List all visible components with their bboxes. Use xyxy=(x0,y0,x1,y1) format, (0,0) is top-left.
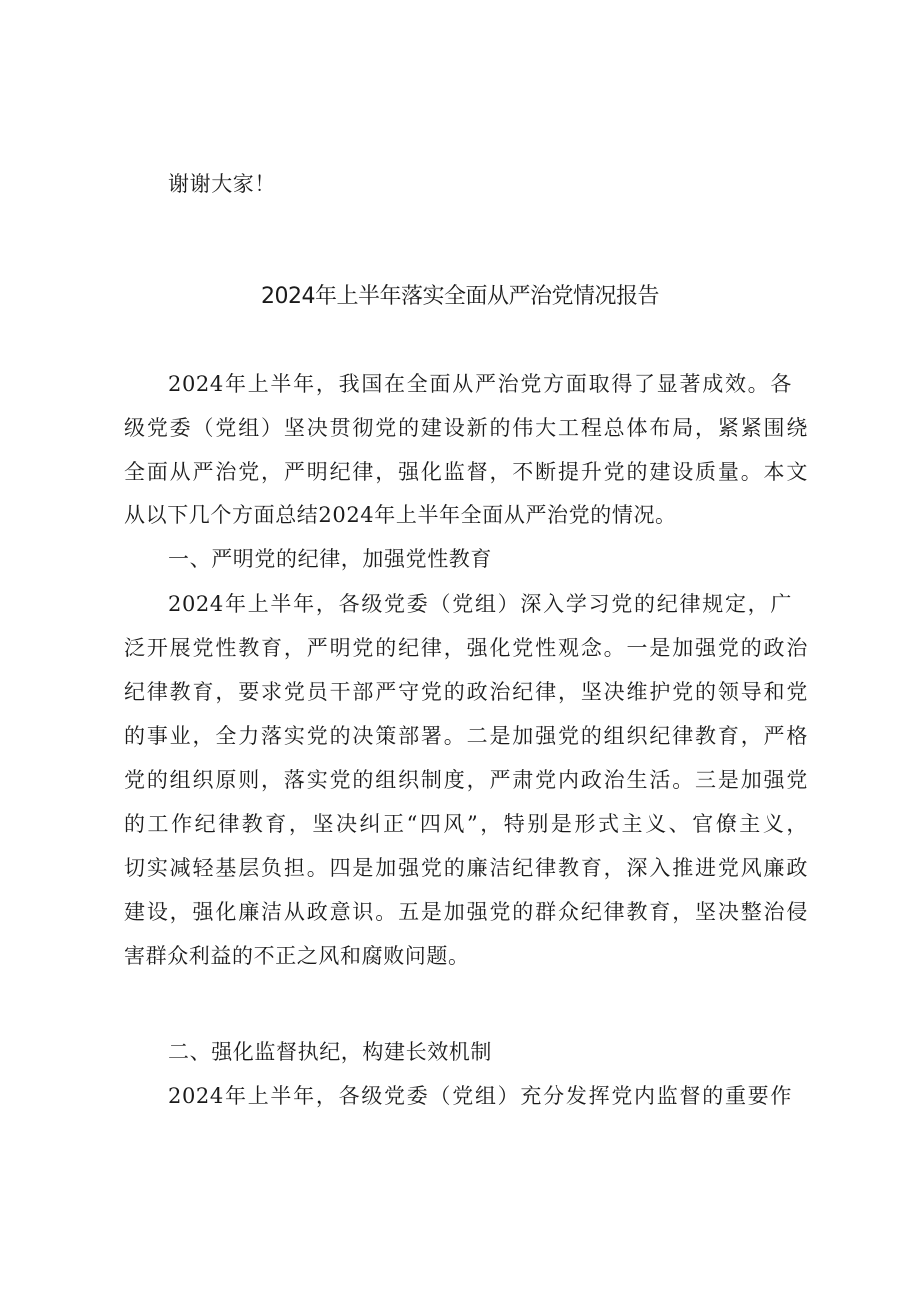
section-paragraph-line: 建设，强化廉洁从政意识。五是加强党的群众纪律教育，坚决整治侵 xyxy=(124,900,808,924)
section-heading: 一、严明党的纪律，加强党性教育 xyxy=(168,547,492,571)
section-paragraph-line: 害群众利益的不正之风和腐败问题。 xyxy=(124,944,470,968)
intro-line: 2024年上半年，我国在全面从严治党方面取得了显著成效。各 xyxy=(168,372,792,396)
closing-line: 谢谢大家！ xyxy=(168,172,276,196)
intro-line: 从以下几个方面总结2024年上半年全面从严治党的情况。 xyxy=(124,503,677,527)
report-title: 2024年上半年落实全面从严治党情况报告 xyxy=(261,284,659,309)
section-paragraph-line: 的事业，全力落实党的决策部署。二是加强党的组织纪律教育，严格 xyxy=(124,724,808,748)
intro-line: 级党委（党组）坚决贯彻党的建设新的伟大工程总体布局，紧紧围绕 xyxy=(124,416,808,440)
section-paragraph-line: 切实减轻基层负担。四是加强党的廉洁纪律教育，深入推进党风廉政 xyxy=(124,856,808,880)
section-paragraph-line: 泛开展党性教育，严明党的纪律，强化党性观念。一是加强党的政治 xyxy=(124,636,808,660)
intro-line: 全面从严治党，严明纪律，强化监督，不断提升党的建设质量。本文 xyxy=(124,460,808,484)
section-paragraph-line: 2024年上半年，各级党委（党组）充分发挥党内监督的重要作 xyxy=(168,1084,792,1108)
section-paragraph-line: 的工作纪律教育，坚决纠正“四风”，特别是形式主义、官僚主义， xyxy=(124,812,808,836)
section-heading: 二、强化监督执纪，构建长效机制 xyxy=(168,1040,492,1064)
section-paragraph-line: 纪律教育，要求党员干部严守党的政治纪律，坚决维护党的领导和党 xyxy=(124,680,808,704)
section-paragraph-line: 2024年上半年，各级党委（党组）深入学习党的纪律规定，广 xyxy=(168,592,792,616)
section-paragraph-line: 党的组织原则，落实党的组织制度，严肃党内政治生活。三是加强党 xyxy=(124,768,808,792)
